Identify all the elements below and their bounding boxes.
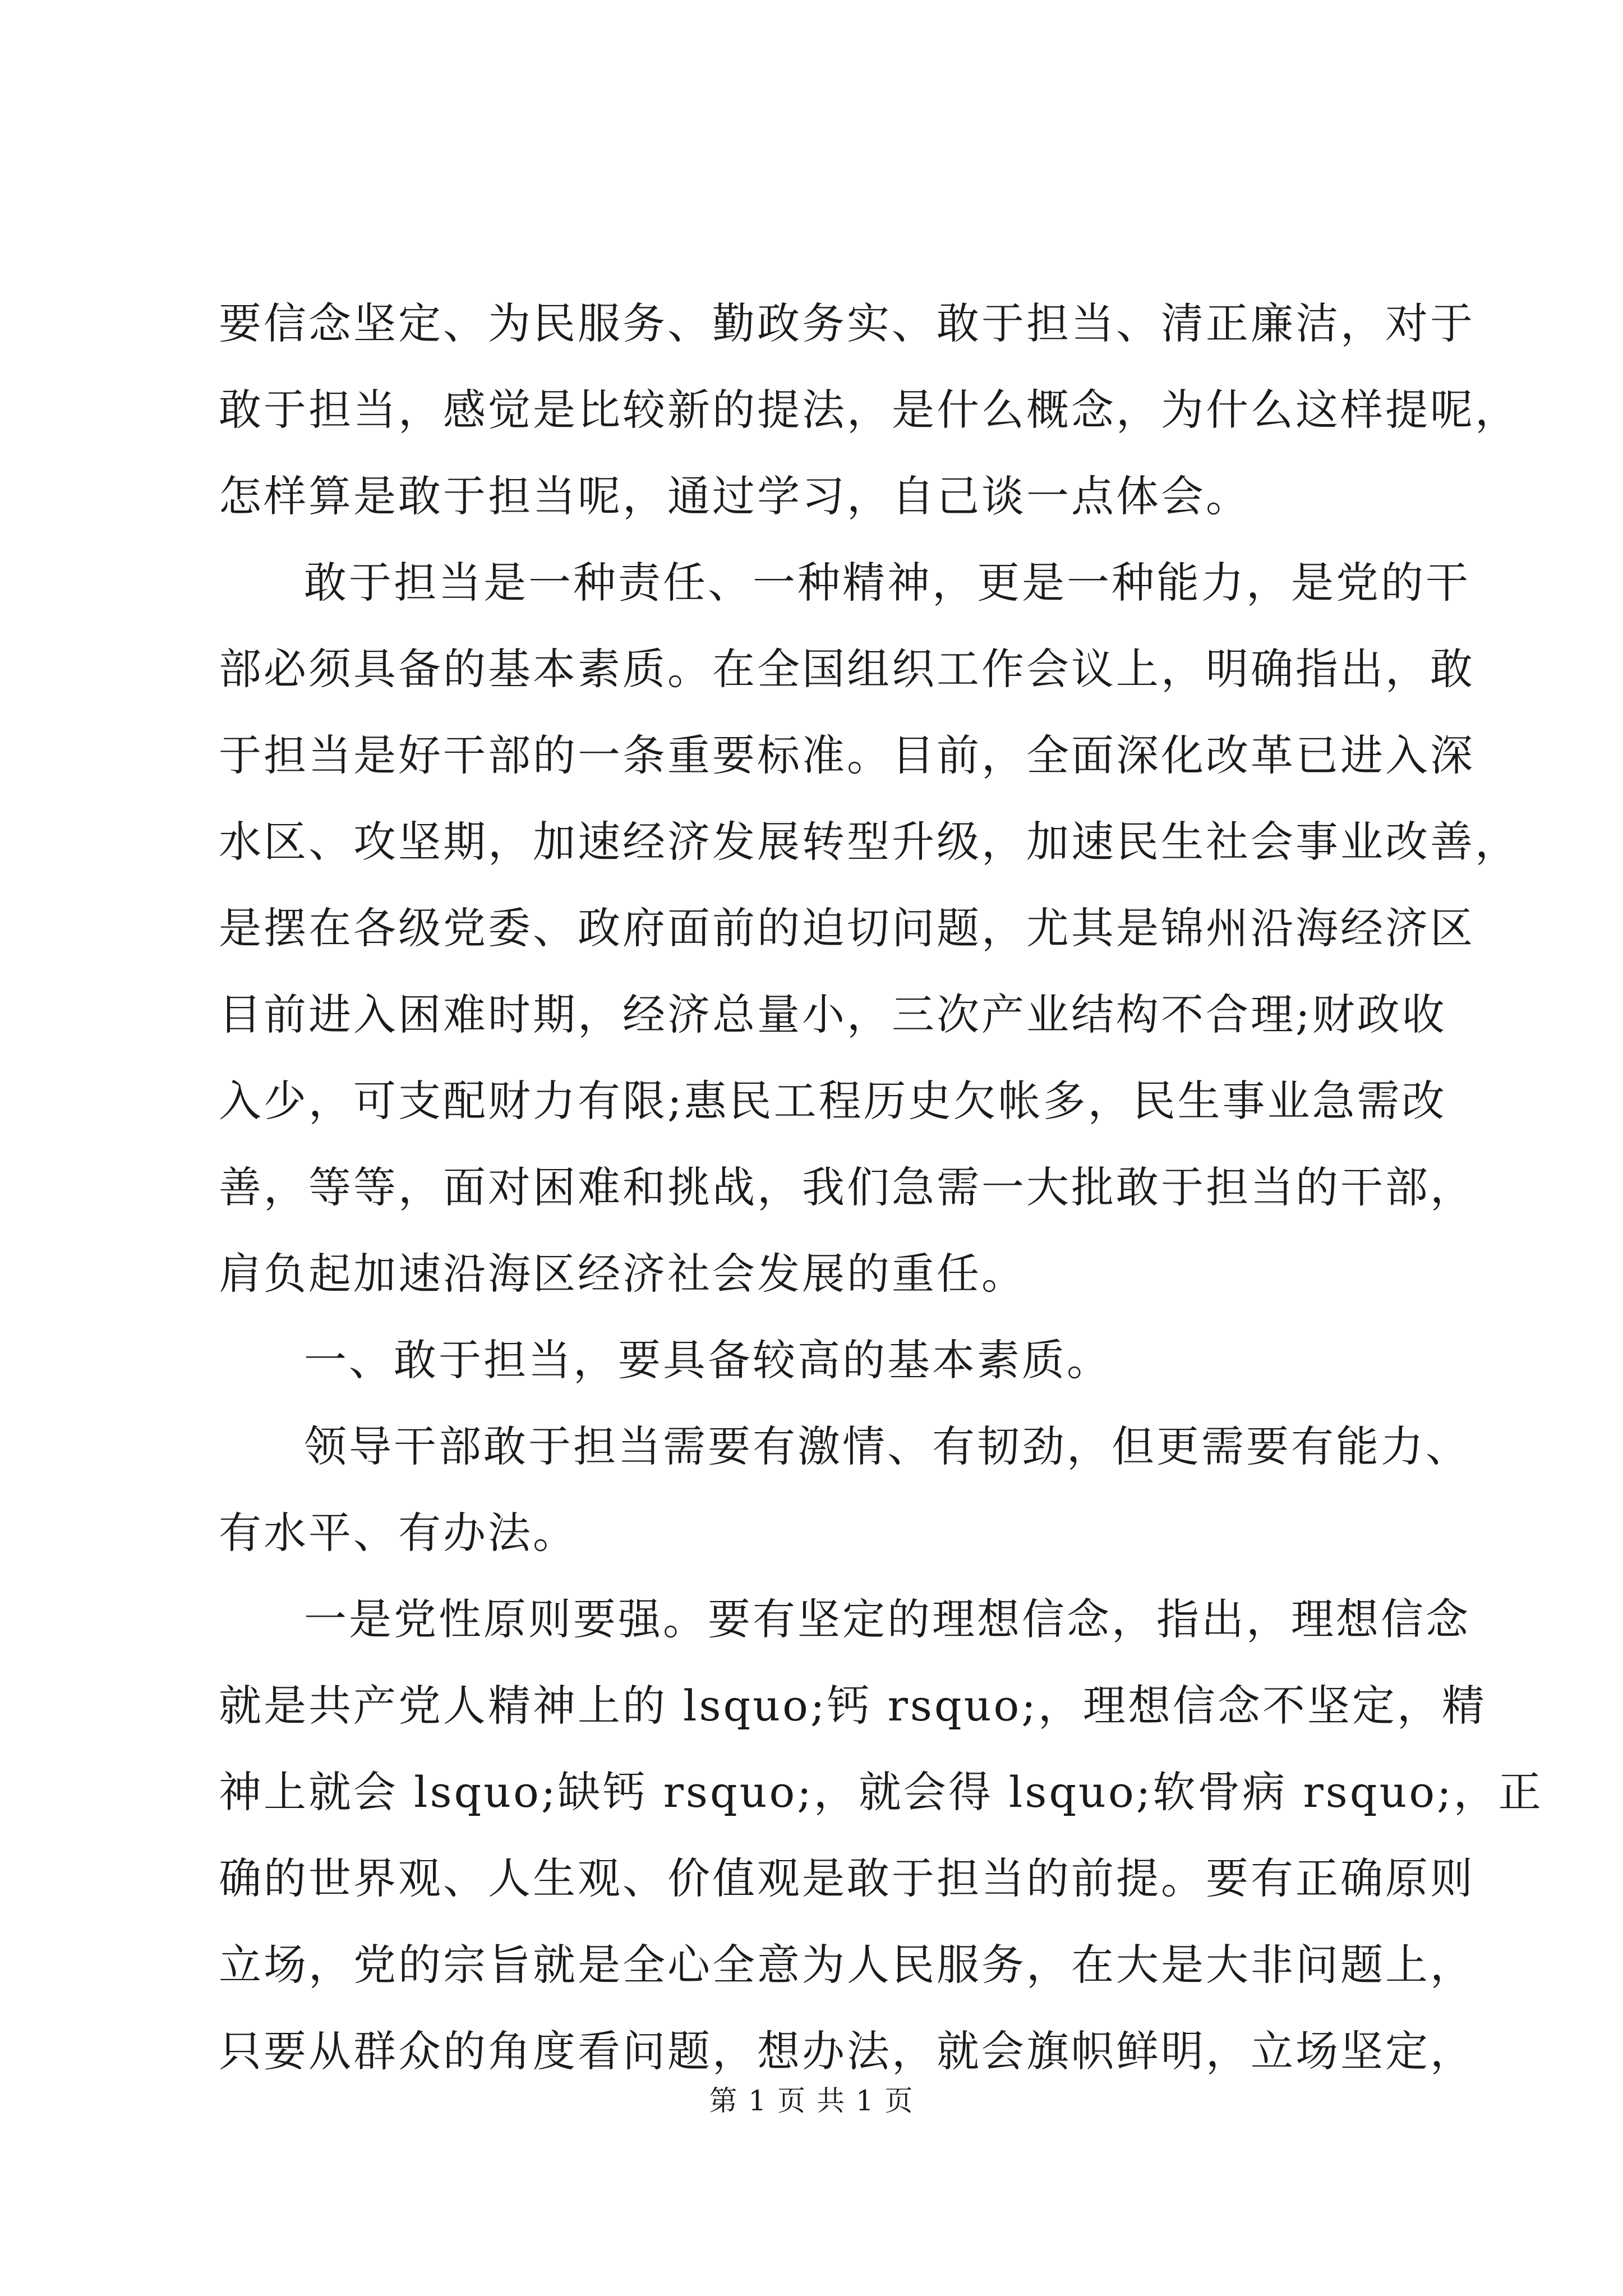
text-line: 神上就会 lsquo;缺钙 rsquo;，就会得 lsquo;软骨病 rsquo;，正: [219, 1767, 1543, 1817]
text-line: 目前进入困难时期，经济总量小，三次产业结构不合理;财政收: [219, 990, 1447, 1039]
text-line: 就是共产党人精神上的 lsquo;钙 rsquo;，理想信念不坚定，精: [219, 1681, 1487, 1731]
text-line: 有水平、有办法。: [219, 1508, 578, 1558]
text-line: 立场，党的宗旨就是全心全意为人民服务，在大是大非问题上，: [219, 1940, 1475, 1990]
text-line: 敢于担当，感觉是比较新的提法，是什么概念，为什么这样提呢，: [219, 385, 1520, 435]
text-line: 怎样算是敢于担当呢，通过学习，自己谈一点体会。: [219, 471, 1251, 521]
text-line: 只要从群众的角度看问题，想办法，就会旗帜鲜明，立场坚定，: [219, 2026, 1475, 2076]
text-line: 部必须具备的基本素质。在全国组织工作会议上，明确指出，敢: [219, 644, 1475, 694]
text-line: 要信念坚定、为民服务、勤政务实、敢于担当、清正廉洁，对于: [219, 298, 1475, 348]
text-line: 一是党性原则要强。要有坚定的理想信念，指出，理想信念: [304, 1594, 1470, 1644]
section-heading: 一、敢于担当，要具备较高的基本素质。: [304, 1335, 1112, 1385]
text-line: 肩负起加速沿海区经济社会发展的重任。: [219, 1249, 1026, 1299]
text-line: 水区、攻坚期，加速经济发展转型升级，加速民生社会事业改善，: [219, 817, 1520, 867]
text-line: 入少，可支配财力有限;惠民工程历史欠帐多，民生事业急需改: [219, 1076, 1447, 1126]
text-line: 领导干部敢于担当需要有激情、有韧劲，但更需要有能力、: [304, 1421, 1470, 1471]
body-text: [219, 280, 1543, 2095]
page-number-footer: 第 1 页 共 1 页: [709, 2085, 914, 2117]
text-line: 敢于担当是一种责任、一种精神，更是一种能力，是党的干: [304, 558, 1470, 608]
text-line: 是摆在各级党委、政府面前的迫切问题，尤其是锦州沿海经济区: [219, 903, 1475, 953]
text-line: 于担当是好干部的一条重要标准。目前，全面深化改革已进入深: [219, 730, 1475, 780]
text-line: 确的世界观、人生观、价值观是敢于担当的前提。要有正确原则: [219, 1853, 1475, 1903]
text-line: 善，等等，面对困难和挑战，我们急需一大批敢于担当的干部，: [219, 1162, 1475, 1212]
